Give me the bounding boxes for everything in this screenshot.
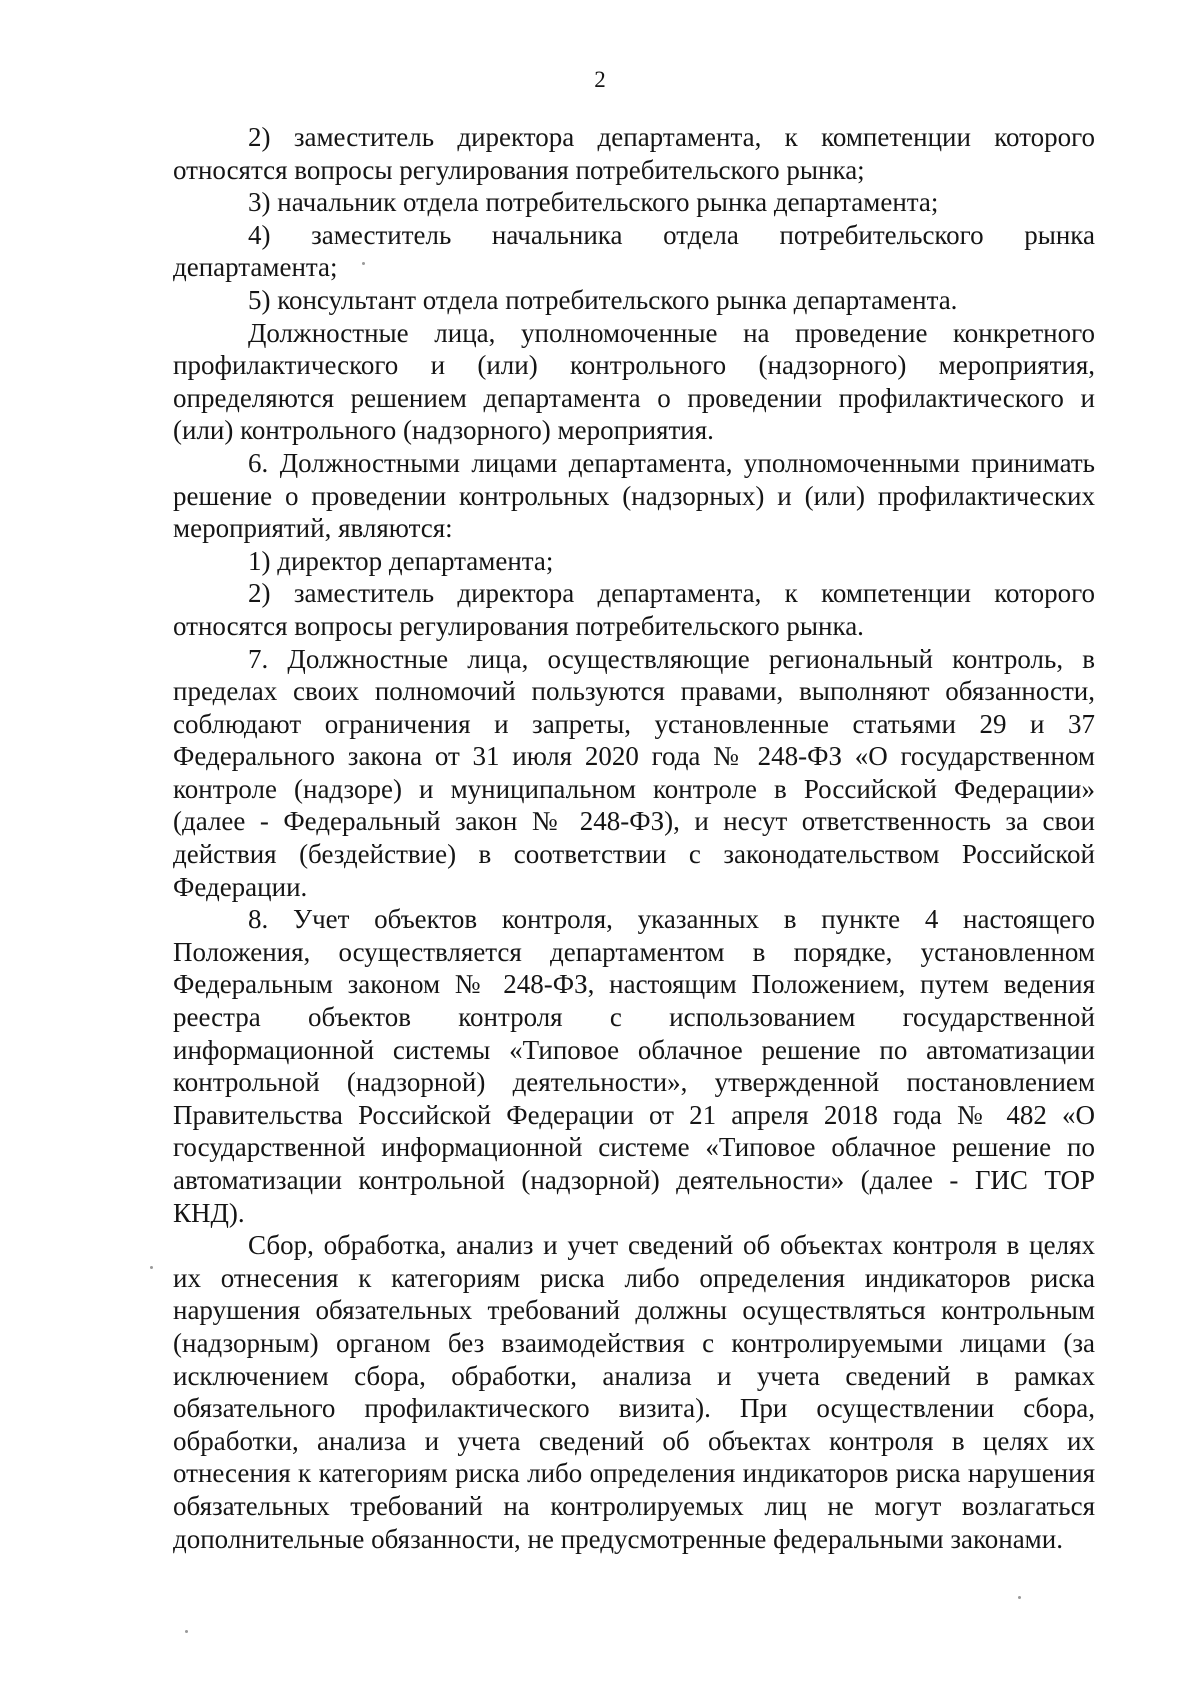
document-body — [173, 121, 1095, 1555]
scan-speck — [1018, 1596, 1021, 1599]
page-number: 2 — [594, 67, 606, 92]
paragraph-item-5-consultant: 5) консультант отдела потребительского рынка департамента. — [248, 284, 958, 315]
scan-speck — [185, 1630, 188, 1633]
paragraph-clause-6-item-1: 1) директор департамента; — [248, 545, 554, 576]
paragraph-item-4-deputy-head: 4) заместитель начальника отдела потребительского рынка департамента; — [173, 219, 1095, 283]
paragraph-clause-7: 7. Должностные лица, осуществляющие региональный контроль, в пределах своих полномочий пользуются правами, выполняют обязанности, соблюдают ограничения и запреты, установленные статьями 29 и 37 Федерального закона от 31 июля 2020 года № 248-ФЗ «О государственном контроле (надзоре) и муниципальном контроле в Российской Федерации» (далее - Федеральный закон № 248-ФЗ), и несут ответственность за свои действия (бездействие) в соответствии с законодательством Российской Федерации. — [173, 643, 1095, 902]
paragraph-item-2-deputy-director: 2) заместитель директора департамента, к компетенции которого относятся вопросы регулирования потребительского рынка; — [173, 122, 1095, 185]
paragraph-authorized-officials: Должностные лица, уполномоченные на проведение конкретного профилактического и (или) контрольного (надзорного) мероприятия, определяются решением департамента о проведении профилактического и (или) контрольного (надзорного) мероприятия. — [173, 317, 1095, 446]
paragraph-clause-8: 8. Учет объектов контроля, указанных в пункте 4 настоящего Положения, осуществляется департаментом в порядке, установленном Федеральным законом № 248-ФЗ, настоящим Положением, путем ведения реестра объектов контроля с использованием государственной информационной системы «Типовое облачное решение по автоматизации контрольной (надзорной) деятельности», утвержденной постановлением Правительства Российской Федерации от 21 апреля 2018 года № 482 «О государственной информационной системе «Типовое облачное решение по автоматизации контрольной (надзорной) деятельности» (далее - ГИС ТОР КНД). — [173, 904, 1095, 1228]
paragraph-clause-6-item-2: 2) заместитель директора департамента, к компетенции которого относятся вопросы регулирования потребительского рынка. — [173, 578, 1095, 641]
scan-speck — [362, 262, 365, 265]
paragraph-data-collection: Сбор, обработка, анализ и учет сведений об объектах контроля в целях их отнесения к категориям риска либо определения индикаторов риска нарушения обязательных требований должны осуществляться контрольным (надзорным) органом без взаимодействия с контролируемыми лицами (за исключением сбора, обработки, анализа и учета сведений в рамках обязательного профилактического визита). При осуществлении сбора, обработки, анализа и учета сведений об объектах контроля в целях их отнесения к категориям риска либо определения индикаторов риска нарушения обязательных требований на контролируемых лиц не могут возлагаться дополнительные обязанности, не предусмотренные федеральными законами. — [173, 1230, 1095, 1554]
paragraph-item-3-head-of-division: 3) начальник отдела потребительского рынка департамента; — [248, 187, 939, 218]
paragraph-clause-6: 6. Должностными лицами департамента, уполномоченными принимать решение о проведении контрольных (надзорных) и (или) профилактических мероприятий, являются: — [173, 447, 1095, 544]
scan-speck — [150, 1266, 153, 1269]
